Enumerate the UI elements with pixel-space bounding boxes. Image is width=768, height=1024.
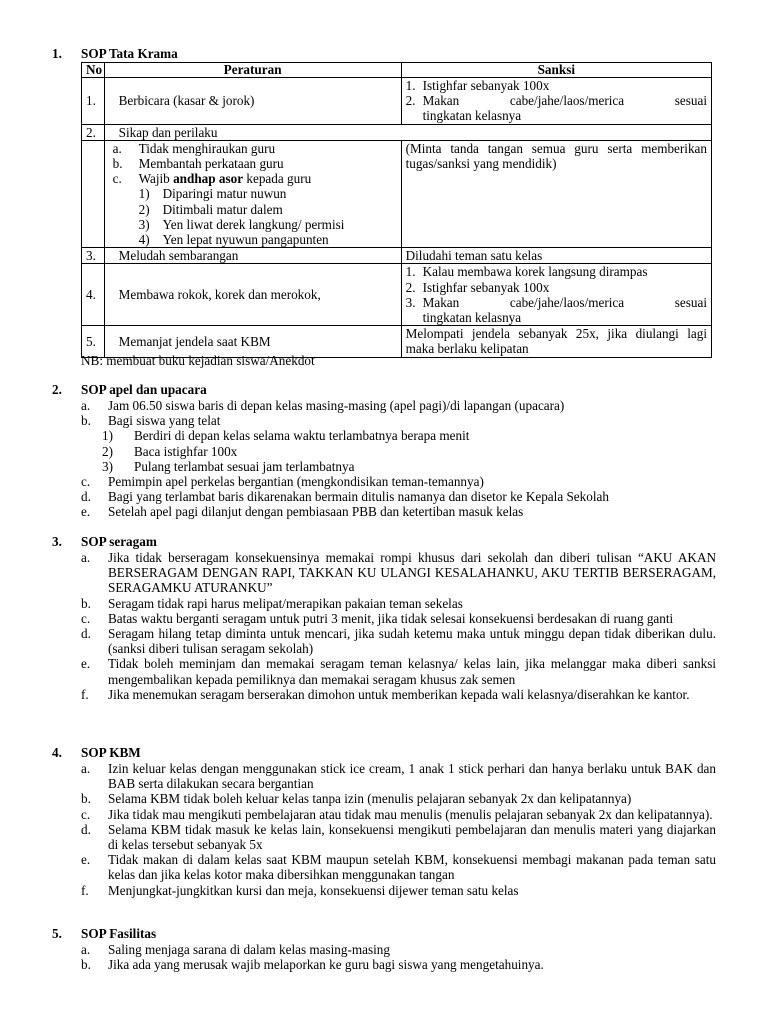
row-sanksi: Diludahi teman satu kelas [401, 248, 711, 264]
list-item: b. Selama KBM tidak boleh keluar kelas tanpa izin (menulis pelajaran sebanyak 2x dan kelipatannya) [81, 791, 632, 807]
row-sanksi: (Minta tanda tangan semua guru serta memberikan tugas/sanksi yang mendidik) [401, 140, 711, 247]
section-title: 4. SOP KBM [52, 745, 141, 760]
list-item: e. Tidak makan di dalam kelas saat KBM maupun setelah KBM, konsekuensi membagi makanan pada teman satu kelas dan jika kelas kotor maka dibersihkan menggunakan tangan [81, 852, 716, 883]
list-subitem: 1) Berdiri di depan kelas selama waktu terlambatnya berapa menit [102, 428, 470, 444]
row-no: 5. [82, 326, 105, 357]
row-sanksi: 1. Kalau membawa korek langsung dirampas 2. Istighfar sebanyak 100x 3. Makan cabe/jahe/laos/merica sesuai tingkatan kelasnya [401, 264, 711, 326]
table-header-row [82, 63, 712, 78]
header-sanksi: Sanksi [401, 63, 711, 78]
list-item: a. Saling menjaga sarana di dalam kelas masing-masing [81, 942, 390, 957]
row-rule: Sikap dan perilaku [104, 124, 401, 140]
list-item: b. Seragam tidak rapi harus melipat/merapikan pakaian teman sekelas [81, 595, 463, 611]
list-item: e. Tidak boleh meminjam dan memakai seragam teman kelasnya/ kelas lain, jika melanggar maka diberi sanksi mengembalikan kepada pemiliknya dan memakai seragam khusus zak semen [81, 656, 716, 687]
tata-krama-table [81, 62, 712, 358]
section-fasilitas [52, 926, 716, 972]
table-row [82, 248, 712, 264]
section-kbm [52, 745, 716, 898]
section-tata-krama [52, 46, 716, 62]
row-no: 1. [82, 78, 105, 125]
list-item: e. Setelah apel pagi dilanjut dengan pembiasaan PBB dan ketertiban masuk kelas [81, 504, 524, 520]
row-rule: Membawa rokok, korek dan merokok, [104, 264, 401, 326]
list-item: b. Bagi siswa yang telat [81, 413, 221, 429]
row-no: 3. [82, 248, 105, 264]
row-rule: Meludah sembarangan [104, 248, 401, 264]
list-subitem: 2) Baca istighfar 100x [102, 443, 238, 459]
section-seragam [52, 534, 716, 702]
row-no: 4. [82, 264, 105, 326]
row-sanksi: Melompati jendela sebanyak 25x, jika diulangi lagi maka berlaku kelipatan [401, 326, 711, 357]
row-rule: Memanjat jendela saat KBM [104, 326, 401, 357]
section-title: 2. SOP apel dan upacara [52, 382, 207, 397]
table-row [82, 78, 712, 125]
row-no-empty [82, 140, 105, 247]
row-rule-list: a. Tidak menghiraukan guru b. Membantah perkataan guru c. Wajib andhap asor kepada guru 1) Diparingi matur nuwun 2) Ditimbali matur dalem 3) Yen liwat derek langkung/ permisi 4) Yen lepat nyuwun pangapunten [104, 140, 401, 247]
header-no: No [82, 63, 105, 78]
list-item: a. Jika tidak berseragam konsekuensinya memakai rompi khusus dari sekolah dan diberi tulisan “AKU AKAN BERSERAGAM DENGAN RAPI, TAKKAN KU ULANGI KESALAHANKU, AKU TERTIB BERSERAGAM, SERAGAMKU ATURANKU” [81, 550, 716, 596]
row-no: 2. [82, 124, 105, 140]
section-title: 5. SOP Fasilitas [52, 926, 157, 941]
list-item: d. Bagi yang terlambat baris dikarenakan bermain ditulis namanya dan disetor ke Kepala Sekolah [81, 489, 609, 505]
row-rule: Berbicara (kasar & jorok) [104, 78, 401, 125]
nb-note: NB: membuat buku kejadian siswa/Anekdot [81, 353, 315, 368]
list-subitem: 3) Pulang terlambat sesuai jam terlambatnya [102, 458, 355, 474]
list-item: c. Batas waktu berganti seragam untuk putri 3 menit, jika tidak selesai konsekuensi berdesakan di ruang ganti [81, 610, 674, 626]
table-row [82, 264, 712, 326]
section-title: 3. SOP seragam [52, 534, 157, 549]
list-item: a. Izin keluar kelas dengan menggunakan stick ice cream, 1 anak 1 stick perhari dan hanya berlaku untuk BAK dan BAB serta dilakukan secara bergantian [81, 761, 716, 792]
section-title: 1. SOP Tata Krama [52, 46, 178, 61]
list-item: f. Jika menemukan seragam berserakan dimohon untuk memberikan kepada wali kelasnya/diserahkan ke kantor. [81, 686, 690, 702]
list-item: d. Selama KBM tidak masuk ke kelas lain, konsekuensi mengikuti pembelajaran dan menulis materi yang diajarkan di kelas tersebut sebanyak 5x [81, 821, 716, 853]
list-item: c. Pemimpin apel perkelas bergantian (mengkondisikan teman-temannya) [81, 474, 484, 490]
header-peraturan: Peraturan [104, 63, 401, 78]
table-row [82, 124, 712, 140]
list-item: a. Jam 06.50 siswa baris di depan kelas masing-masing (apel pagi)/di lapangan (upacara) [81, 398, 565, 413]
row-sanksi-empty [401, 124, 711, 140]
row-sanksi: 1. Istighfar sebanyak 100x 2. Makan cabe/jahe/laos/merica sesuai tingkatan kelasnya [401, 78, 711, 125]
list-item: b. Jika ada yang merusak wajib melaporkan ke guru bagi siswa yang mengetahuinya. [81, 957, 544, 973]
section-apel [52, 382, 716, 520]
list-item: d. Seragam hilang tetap diminta untuk mencari, jika sudah ketemu maka untuk minggu depan tidak diberikan dulu. (sanksi diberi tulisan seragam sekolah) [81, 626, 716, 657]
list-item: c. Jika tidak mau mengikuti pembelajaran atau tidak mau menulis (menulis pelajaran sebanyak 2x dan kelipatannya). [81, 806, 713, 822]
list-item: f. Menjungkat-jungkitkan kursi dan meja, konsekuensi dijewer teman satu kelas [81, 882, 519, 898]
table-row [82, 140, 712, 247]
